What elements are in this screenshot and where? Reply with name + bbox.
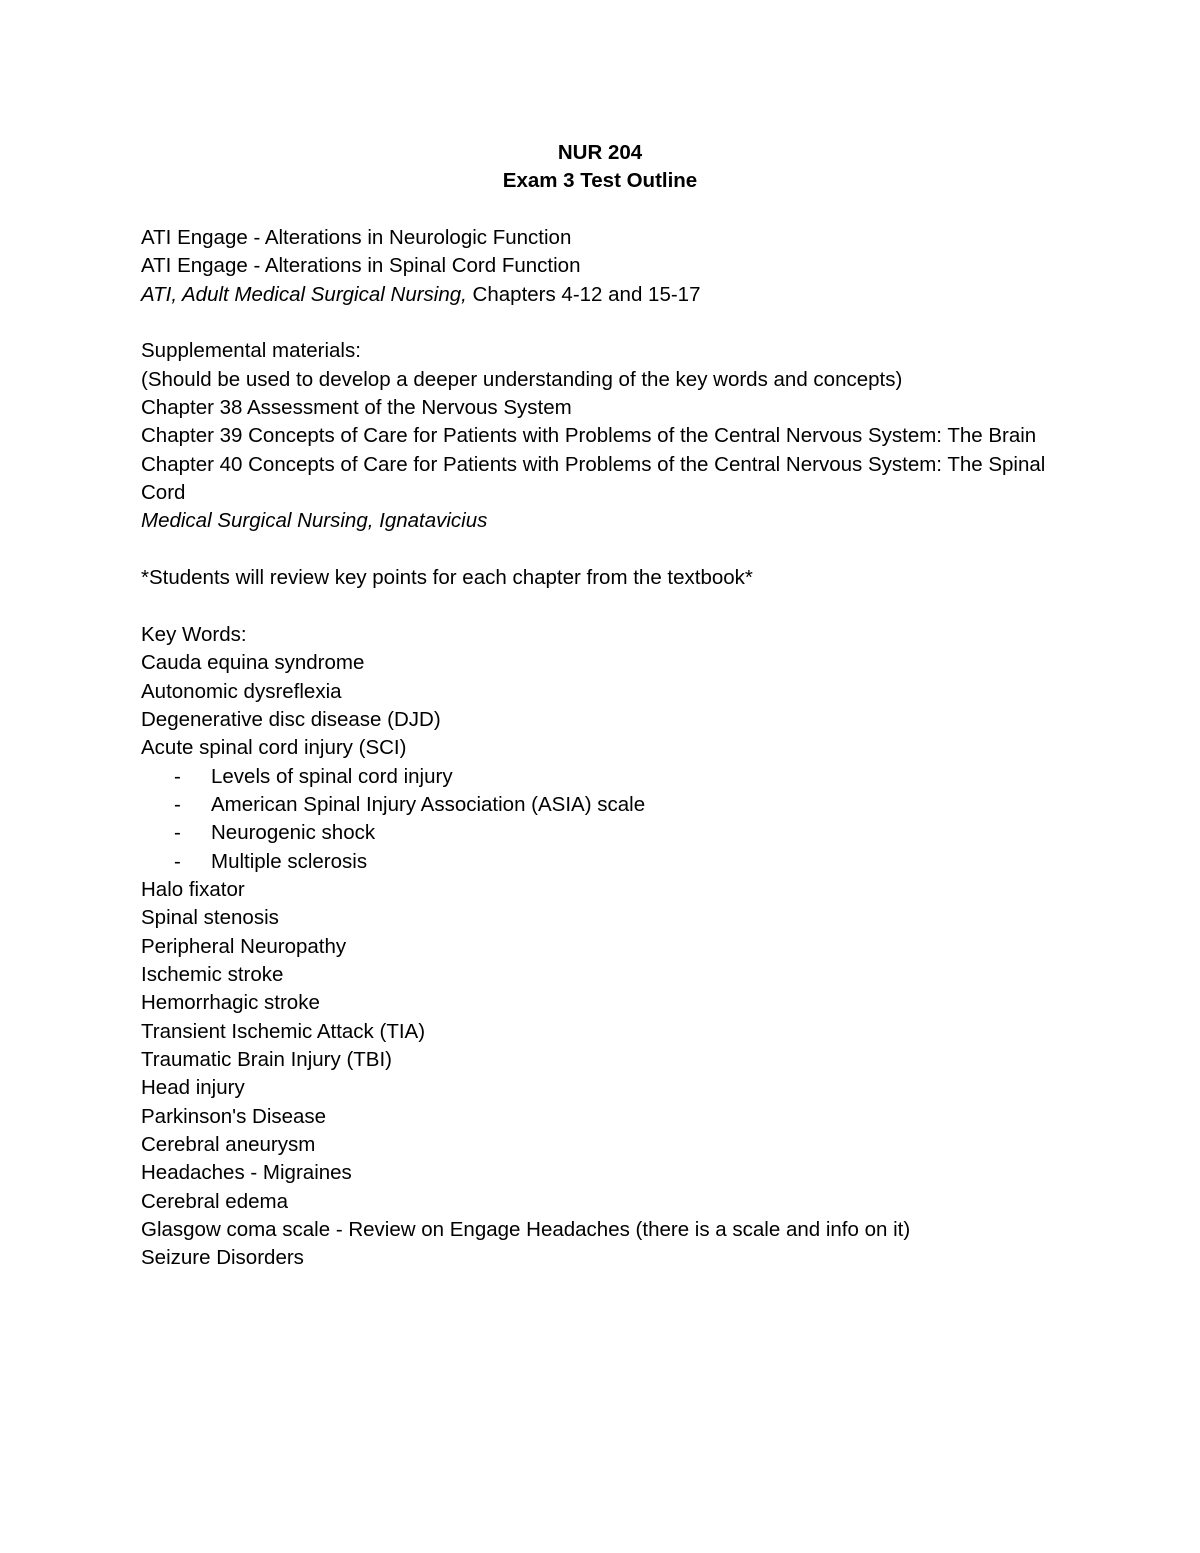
chapter-39: Chapter 39 Concepts of Care for Patients with Problems of the Central Nervous System: The Brain: [141, 424, 1037, 448]
sci-subitem-label: Levels of spinal cord injury: [211, 764, 453, 788]
sci-subitem: [141, 791, 1061, 819]
dash-bullet: -: [174, 764, 181, 788]
spacer: [141, 196, 1061, 224]
dash-bullet: -: [174, 821, 181, 845]
chapter-40: Chapter 40 Concepts of Care for Patients with Problems of the Central Nervous System: The Spinal Cord: [141, 452, 1046, 505]
key-words-list: [141, 649, 1061, 762]
key-word-item: Headaches - Migraines: [141, 1161, 352, 1185]
key-word-item: Autonomic dysreflexia: [141, 679, 342, 703]
key-word-item: Halo fixator: [141, 877, 245, 901]
sci-subitem: [141, 763, 1061, 791]
document-title: Exam 3 Test Outline: [502, 169, 698, 193]
sci-subitem: [141, 848, 1061, 876]
key-word-item: Cerebral aneurysm: [141, 1133, 316, 1157]
spacer: [141, 309, 1061, 337]
dash-bullet: -: [174, 849, 181, 873]
review-note: *Students will review key points for each chapter from the textbook*: [141, 566, 753, 590]
book-title: ATI, Adult Medical Surgical Nursing,: [141, 282, 467, 306]
sci-subitem: [141, 819, 1061, 847]
resource-book-line: [141, 281, 1061, 309]
key-word-item: Peripheral Neuropathy: [141, 934, 347, 958]
course-code: NUR 204: [557, 141, 643, 164]
textbook-reference: Medical Surgical Nursing, Ignatavicius: [141, 509, 488, 533]
sci-sublist: [141, 763, 1061, 876]
key-word-item: Seizure Disorders: [141, 1246, 304, 1270]
key-words-list-continued: [141, 876, 1061, 1273]
sci-subitem-label: American Spinal Injury Association (ASIA) scale: [211, 792, 646, 816]
spacer: [141, 593, 1061, 621]
chapter-38: Chapter 38 Assessment of the Nervous System: [141, 396, 572, 420]
sci-subitem-label: Neurogenic shock: [211, 821, 376, 845]
key-word-item: Glasgow coma scale - Review on Engage Headaches (there is a scale and info on it): [141, 1218, 911, 1242]
key-word-item: Spinal stenosis: [141, 906, 279, 930]
resource-line: ATI Engage - Alterations in Neurologic Function: [141, 226, 572, 250]
document-body: [141, 139, 1061, 1273]
key-word-item: Degenerative disc disease (DJD): [141, 707, 441, 731]
key-word-item: Acute spinal cord injury (SCI): [141, 736, 407, 760]
resource-line: ATI Engage - Alterations in Spinal Cord Function: [141, 254, 581, 278]
key-word-item: Traumatic Brain Injury (TBI): [141, 1048, 392, 1071]
spacer: [141, 536, 1061, 564]
key-words-heading: Key Words:: [141, 622, 247, 646]
key-word-item: Parkinson's Disease: [141, 1104, 327, 1128]
key-word-item: Ischemic stroke: [141, 962, 284, 986]
key-word-item: Cerebral edema: [141, 1189, 288, 1213]
supplemental-heading: Supplemental materials:: [141, 339, 361, 363]
supplemental-note: (Should be used to develop a deeper understanding of the key words and concepts): [141, 367, 903, 391]
book-chapters: Chapters 4-12 and 15-17: [466, 282, 701, 306]
key-word-item: Hemorrhagic stroke: [141, 991, 320, 1015]
sci-subitem-label: Multiple sclerosis: [211, 849, 368, 873]
dash-bullet: -: [174, 792, 181, 816]
key-word-item: Transient Ischemic Attack (TIA): [141, 1019, 426, 1043]
key-word-item: Head injury: [141, 1076, 245, 1100]
key-word-item: Cauda equina syndrome: [141, 651, 365, 675]
